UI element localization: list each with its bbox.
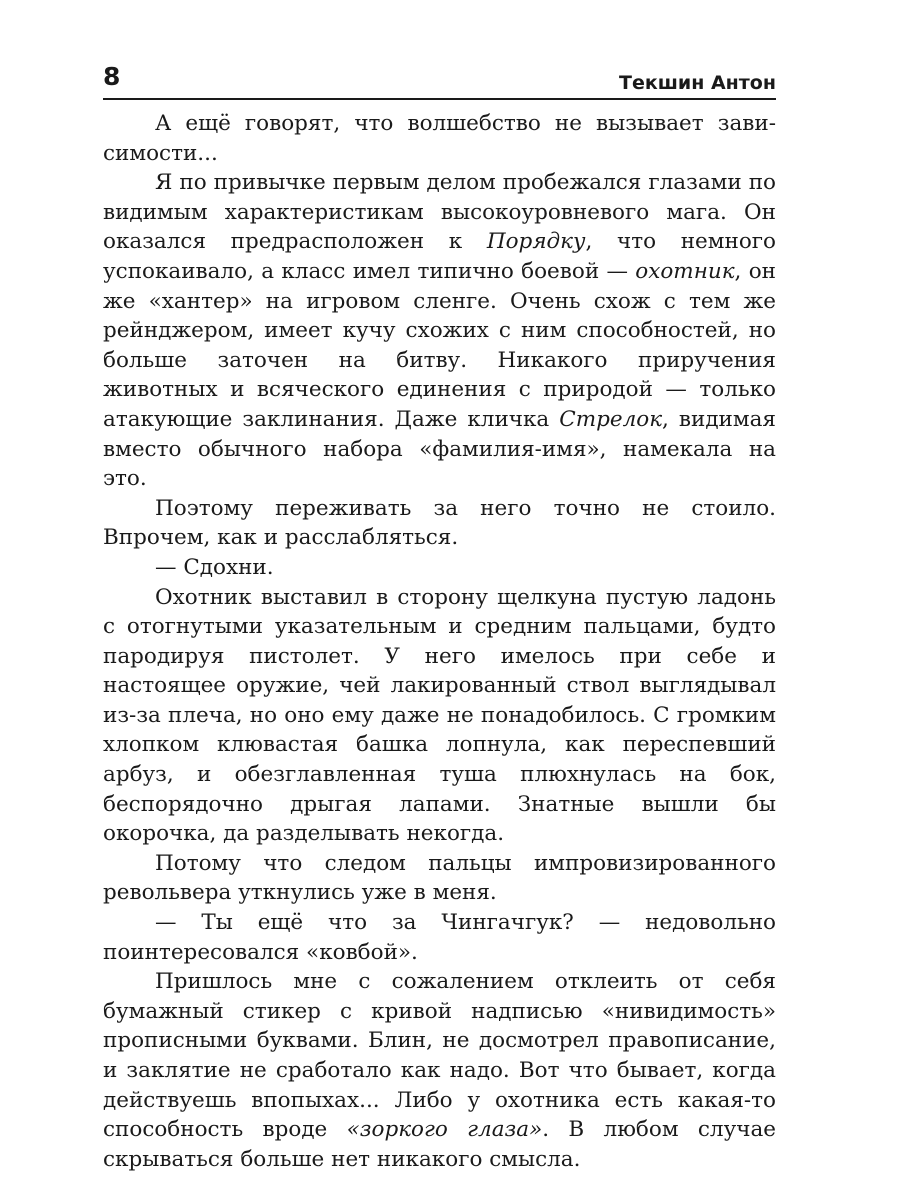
text-run: Пришлось мне с сожалением отклеить от себя бумажный стикер с кривой надписью «нивидимость» прописными буквами. Блин, не досмотрел правописание, и заклятие не сработало как надо. Вот что бывает, когда действуешь впопыхах... Либо у охотника есть какая-то способность вроде bbox=[103, 969, 776, 1143]
page-number: 8 bbox=[103, 62, 121, 91]
text-run: . В любом случае скрываться больше нет никакого смысла. bbox=[103, 1117, 776, 1172]
text-run: — Ты ещё что за Чингачгук? — недовольно поинтересовался «ковбой». bbox=[103, 910, 776, 965]
italic-run: «зоркого глаза» bbox=[346, 1117, 543, 1143]
text-run: , он же «хантер» на игровом сленге. Очень схож с тем же рейнджером, имеет кучу схожих с ним способностей, но больше заточен на битву. Никакого приручения животных и всяческого единения с природой — только атакующие заклинания. Даже кличка bbox=[103, 258, 776, 432]
paragraph bbox=[103, 168, 776, 494]
body-text bbox=[103, 109, 776, 1174]
italic-run: Стрелок bbox=[559, 406, 663, 432]
paragraph bbox=[103, 908, 776, 967]
text-run: Я по привычке первым делом пробежался глазами по видимым характеристикам высокоуровневого мага. Он оказался предрасположен к bbox=[103, 170, 776, 255]
running-head-author: Текшин Антон bbox=[618, 72, 776, 94]
text-run: Охотник выставил в сторону щелкуна пустую ладонь с отогнутыми указательным и средним пальцами, будто пародируя пистолет. У него имелось при себе и настоящее оружие, чей лакированный ствол выглядывал из-за плеча, но оно ему даже не понадобилось. С громким хлопком клювастая башка лопнула, как переспевший арбуз, и обезглавленная туша плюхнулась на бок, беспорядочно дрыгая лапами. Знатные вышли бы окорочка, да разделывать некогда. bbox=[103, 584, 776, 847]
text-run: А ещё говорят, что волшебство не вызывает зависимости... bbox=[103, 111, 776, 166]
text-run: Потому что следом пальцы импровизированного револьвера уткнулись уже в меня. bbox=[103, 850, 776, 906]
text-run: , что немного успокаивало, а класс имел типично боевой — bbox=[103, 229, 776, 284]
paragraph bbox=[103, 109, 776, 168]
italic-run: охотник bbox=[635, 258, 735, 284]
text-run: — Сдохни. bbox=[155, 554, 274, 580]
paragraph bbox=[103, 583, 776, 849]
text-run: , видимая вместо обычного набора «фамилия-имя», намекала на это. bbox=[103, 406, 776, 492]
paragraph bbox=[103, 553, 776, 583]
text-run: Поэтому переживать за него точно не стоило. Впрочем, как и расслабляться. bbox=[103, 495, 776, 551]
paragraph bbox=[103, 494, 776, 553]
paragraph bbox=[103, 967, 776, 1174]
page-header bbox=[103, 62, 776, 100]
italic-run: Порядку bbox=[486, 229, 586, 255]
paragraph bbox=[103, 849, 776, 908]
